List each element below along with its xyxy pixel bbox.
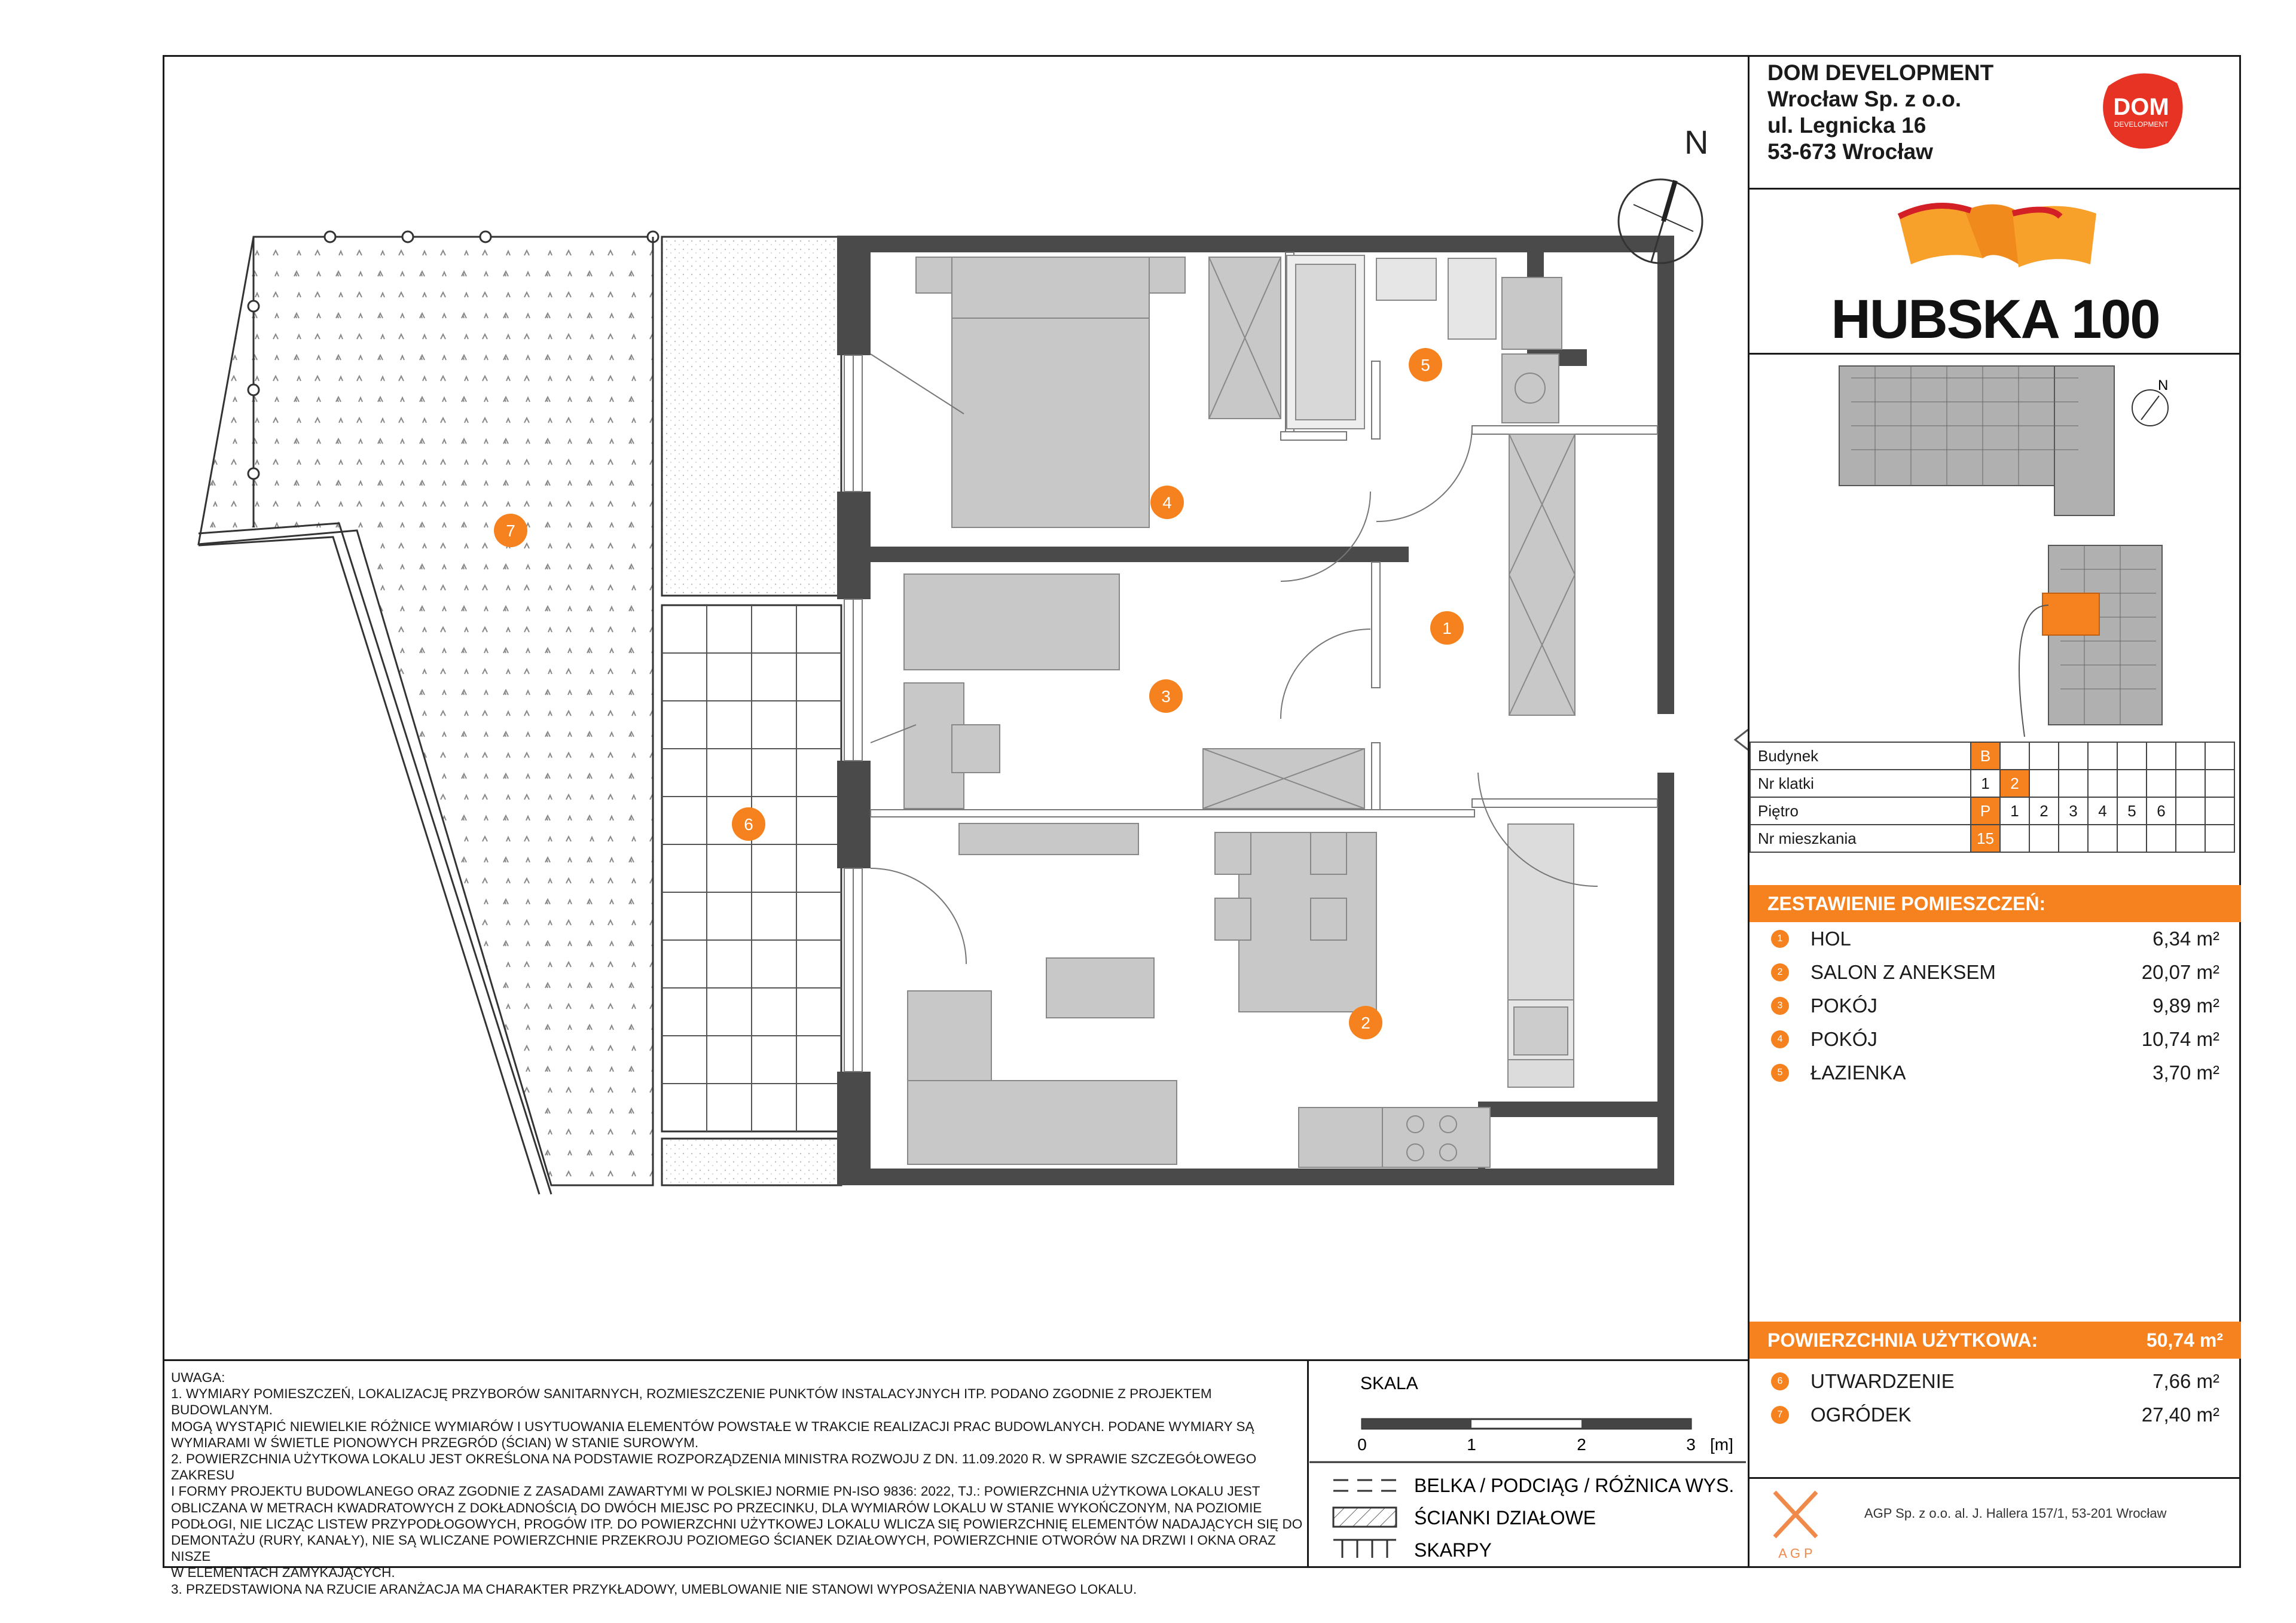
- scale-unit: [m]: [1710, 1435, 1733, 1454]
- info-cell: [2059, 770, 2088, 797]
- info-row: [1750, 797, 2234, 825]
- info-cell: 5: [2117, 797, 2147, 825]
- room-row: [1750, 1365, 2241, 1398]
- north-label: N: [1684, 123, 1709, 161]
- room-row: [1750, 1023, 2241, 1056]
- info-cell: 1: [1971, 770, 2000, 797]
- room-name: OGRÓDEK: [1810, 1404, 1912, 1426]
- room-number-badge: 1: [1771, 930, 1789, 948]
- extras-list: [1750, 1365, 2241, 1432]
- info-cell: [2147, 825, 2176, 852]
- rooms-list: [1750, 922, 2241, 1090]
- furniture: [904, 255, 1575, 1167]
- room-number-badge: 6: [1771, 1372, 1789, 1390]
- note-line: I FORMY PROJEKTU BUDOWLANEGO ORAZ ZGODNIE Z ZASADAMI ZAWARTYMI W POLSKIEJ NORMIE PN-ISO 9836: 2022, TJ.: POWIERZCHNIA UŻYTKOWA LOKALU JEST: [171, 1484, 1260, 1499]
- room-area: 7,66 m²: [2152, 1370, 2219, 1392]
- note-line: 1. WYMIARY POMIESZCZEŃ, LOKALIZACJĘ PRZYBORÓW SANITARNYCH, ROZMIESZCZENIE PUNKTÓW INSTALACYJNYCH ITP. PODANO ZGODNIE Z PROJEKTEM BUDOWLANYM.: [171, 1386, 1212, 1418]
- info-cell: [2205, 797, 2234, 825]
- company-name: DOM DEVELOPMENT: [1767, 60, 1994, 85]
- info-cell: [2176, 770, 2205, 797]
- info-cell: [2088, 742, 2117, 770]
- info-cell: [2147, 742, 2176, 770]
- logo-text: DOM: [2113, 94, 2169, 120]
- architect-address: AGP Sp. z o.o. al. J. Hallera 157/1, 53-201 Wrocław: [1864, 1506, 2167, 1521]
- room-marker-label: 3: [1161, 687, 1171, 706]
- company-line: Wrocław Sp. z o.o.: [1767, 87, 1962, 111]
- info-cell: B: [1971, 742, 2000, 770]
- info-cell: 3: [2059, 797, 2088, 825]
- agp-logo: [1775, 1492, 1816, 1537]
- note-line: PODŁOGI, NIE LICZĄC LISTEW PRZYPODŁOGOWYCH, PROGÓW ITP. DO POWIERZCHNI UŻYTKOWEJ LOKALU WLICZA SIĘ POWIERZCHNIĘ ELEMENTÓW NADAJĄCYCH SIĘ DO: [171, 1516, 1303, 1532]
- room-area: 20,07 m²: [2141, 961, 2219, 983]
- info-cell: 2: [2000, 770, 2029, 797]
- entrance-arrow: [1735, 719, 1748, 761]
- info-cell: [2029, 770, 2059, 797]
- room-area: 27,40 m²: [2141, 1404, 2219, 1426]
- info-cell: [2176, 825, 2205, 852]
- room-name: POKÓJ: [1810, 994, 1877, 1017]
- room-number-badge: 5: [1771, 1064, 1789, 1082]
- note-line: MOGĄ WYSTĄPIĆ NIEWIELKIE RÓŻNICE WYMIARÓW I USYTUOWANIA ELEMENTÓW POWSTAŁE W TRAKCIE REALIZACJI PRAC BUDOWLANYCH. PODANE WYMIARY SĄ: [171, 1418, 1254, 1434]
- info-cell: [2147, 770, 2176, 797]
- info-label: Piętro: [1750, 797, 1971, 825]
- usable-area-value: 50,74 m²: [2146, 1329, 2223, 1351]
- legend-beam: BELKA / PODCIĄG / RÓŻNICA WYS.: [1414, 1475, 1735, 1496]
- legend-partition: ŚCIANKI DZIAŁOWE: [1414, 1507, 1596, 1529]
- info-cell: [2117, 770, 2147, 797]
- info-cell: [2000, 742, 2029, 770]
- info-cell: [2176, 797, 2205, 825]
- room-marker-label: 1: [1442, 619, 1452, 637]
- note-line: 2. POWIERZCHNIA UŻYTKOWA LOKALU JEST OKREŚLONA NA PODSTAWIE ROZPORZĄDZENIA MINISTRA ROZWOJU Z DN. 11.09.2020 R. W SPRAWIE SZCZEGÓŁOWEGO ZAKRESU: [171, 1451, 1257, 1483]
- info-cell: [2117, 825, 2147, 852]
- info-cell: [2205, 770, 2234, 797]
- info-cell: 4: [2088, 797, 2117, 825]
- info-cell: [2088, 770, 2117, 797]
- scale-tick: 0: [1357, 1435, 1367, 1454]
- info-cell: [2205, 825, 2234, 852]
- room-marker-label: 2: [1361, 1014, 1370, 1032]
- info-row: [1750, 770, 2234, 797]
- room-area: 10,74 m²: [2141, 1028, 2219, 1050]
- legend-slope: SKARPY: [1414, 1539, 1492, 1561]
- info-cell: 15: [1971, 825, 2000, 852]
- room-marker-label: 4: [1162, 493, 1172, 512]
- room-name: HOL: [1810, 928, 1851, 950]
- info-cell: 6: [2147, 797, 2176, 825]
- room-number-badge: 2: [1771, 963, 1789, 981]
- note-line: W ELEMENTACH ZAMYKAJĄCYCH.: [171, 1565, 395, 1581]
- room-row: [1750, 1398, 2241, 1432]
- info-cell: [2059, 825, 2088, 852]
- info-label: Budynek: [1750, 742, 1971, 770]
- room-marker-label: 7: [506, 521, 515, 540]
- notes-block: [171, 1369, 1307, 1597]
- info-cell: [2000, 825, 2029, 852]
- project-title: HUBSKA 100: [1831, 289, 2160, 350]
- building-key-plan: [1827, 354, 2174, 737]
- info-label: Nr mieszkania: [1750, 825, 1971, 852]
- room-number-badge: 7: [1771, 1406, 1789, 1424]
- unit-info-table: [1750, 742, 2235, 853]
- company-address: [1767, 60, 1993, 165]
- info-cell: [2176, 742, 2205, 770]
- note-line: DEMONTAŻU (RURY, KANAŁY), NIE SĄ WLICZANE POWIERZCHNIE PRZEKROJU POZIOMEGO ŚCIANEK DZIAŁOWYCH, POWIERZCHNIE OTWORÓW NA DRZWI I OKNA ORAZ NISZE: [171, 1533, 1276, 1564]
- info-cell: [2059, 742, 2088, 770]
- room-number-badge: 3: [1771, 997, 1789, 1015]
- room-name: UTWARDZENIE: [1810, 1370, 1955, 1392]
- scale-tick: 1: [1467, 1435, 1476, 1454]
- floor-plan: [163, 55, 1748, 1359]
- garden-area: [199, 231, 658, 1194]
- room-area: 9,89 m²: [2152, 994, 2219, 1017]
- room-number-badge: 4: [1771, 1030, 1789, 1048]
- room-row: [1750, 956, 2241, 989]
- room-area: 6,34 m²: [2152, 928, 2219, 950]
- info-row: [1750, 825, 2234, 852]
- room-marker-label: 5: [1421, 356, 1430, 374]
- room-marker-label: 6: [744, 815, 753, 834]
- dom-development-logo: [2096, 68, 2186, 152]
- usable-area-bar: [1750, 1322, 2241, 1359]
- room-name: POKÓJ: [1810, 1028, 1877, 1050]
- notes-title: UWAGA:: [171, 1370, 225, 1385]
- room-row: [1750, 1056, 2241, 1090]
- terrace-area: [653, 237, 841, 1185]
- title-block: [1748, 55, 2241, 1568]
- company-line: 53-673 Wrocław: [1767, 139, 1933, 164]
- scale-and-legend: [1309, 1366, 1746, 1564]
- room-row: [1750, 989, 2241, 1023]
- info-cell: P: [1971, 797, 2000, 825]
- room-area: 3,70 m²: [2152, 1061, 2219, 1084]
- info-cell: [2117, 742, 2147, 770]
- note-line: WYMIARAMI W ŚWIETLE PIONOWYCH PRZEGRÓD (ŚCIAN) W STANIE SUROWYM.: [171, 1435, 699, 1450]
- room-row: [1750, 922, 2241, 956]
- scale-label: SKALA: [1360, 1374, 1418, 1393]
- usable-area-label: POWIERZCHNIA UŻYTKOWA:: [1767, 1329, 2038, 1351]
- room-name: ŁAZIENKA: [1810, 1061, 1906, 1084]
- rooms-header: ZESTAWIENIE POMIESZCZEŃ:: [1750, 885, 2241, 922]
- logo-text: DEVELOPMENT: [2114, 120, 2169, 129]
- note-line: OBLICZANA W METRACH KWADRATOWYCH Z DOKŁADNOŚCIĄ DO DWÓCH MIEJSC PO PRZECINKU, DLA WYMIARÓW LOKALU W STANIE WYKOŃCZONYM, NA POZIOMIE: [171, 1500, 1262, 1515]
- company-line: ul. Legnicka 16: [1767, 113, 1926, 138]
- info-row: [1750, 742, 2234, 770]
- keyplan-north-label: N: [2158, 377, 2169, 393]
- agp-logo-text: A G P: [1778, 1546, 1813, 1561]
- info-label: Nr klatki: [1750, 770, 1971, 797]
- info-cell: [2205, 742, 2234, 770]
- room-name: SALON Z ANEKSEM: [1810, 961, 1996, 983]
- info-cell: [2088, 825, 2117, 852]
- info-cell: [2029, 825, 2059, 852]
- film-strip-logo: [1893, 193, 2108, 276]
- info-cell: 2: [2029, 797, 2059, 825]
- info-cell: 1: [2000, 797, 2029, 825]
- apartment-highlight: [2042, 593, 2099, 635]
- info-cell: [2029, 742, 2059, 770]
- architect-block: [1748, 1477, 2241, 1567]
- note-line: 3. PRZEDSTAWIONA NA RZUCIE ARANŻACJA MA CHARAKTER PRZYKŁADOWY, UMEBLOWANIE NIE STANOWI WYPOSAŻENIA NABYWANEGO LOKALU.: [171, 1581, 1137, 1597]
- scale-tick: 3: [1686, 1435, 1696, 1454]
- windows: [844, 355, 862, 1072]
- scale-tick: 2: [1577, 1435, 1586, 1454]
